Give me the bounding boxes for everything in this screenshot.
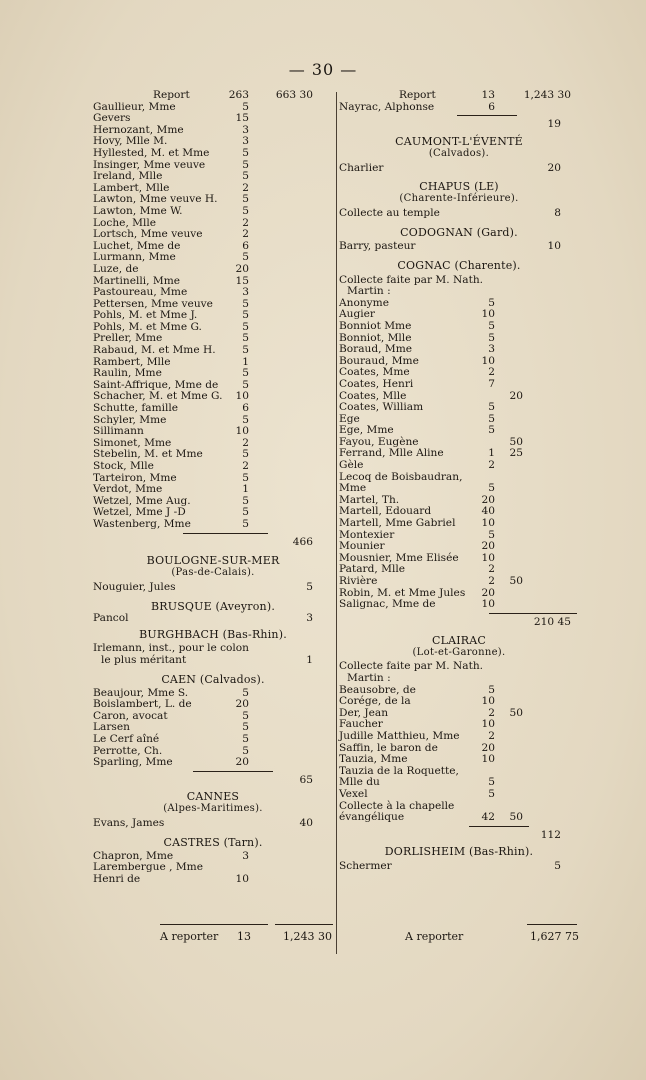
entry-amount: 5 [242,721,249,734]
ledger-row [93,264,333,276]
entry-amount: 20 [481,493,495,506]
entry-amount-2: 50 [509,811,523,824]
entry-amount-2: 25 [509,447,523,460]
entry-name: Der, Jean [339,706,389,719]
entry-name: Report [153,89,190,101]
left-footer-label: A reporter [160,930,219,943]
ledger-row [339,208,579,220]
ledger-row [339,599,579,611]
entry-name: Ferrand, Mlle Aline [339,447,444,460]
entry-amount: 42 [481,811,495,824]
entry-name: Tauzia, Mme [339,753,408,766]
entry-name: Pohls, M. et Mme J. [93,309,198,322]
ledger-row [93,582,333,594]
entry-name: Coates, Mlle [339,389,407,402]
entry-amount: 3 [488,343,495,356]
ledger-row [339,402,579,414]
left-footer-amount: 13 [237,930,251,943]
entry-name: Collecte au temple [339,207,440,220]
entry-amount: 1 [242,483,249,496]
entry-amount: 1 [488,447,495,460]
entry-name: Pohls, M. et Mme G. [93,320,202,333]
entry-name: Preller, Mme [93,332,163,345]
entry-amount-3: 19 [547,118,561,131]
entry-amount: 20 [481,540,495,553]
section-heading: (Alpes-Maritimes). [163,803,263,815]
left-footer-rule-2 [275,924,333,925]
entry-name: Coates, Mme [339,366,410,379]
entry-amount: 2 [242,216,249,229]
entry-name: Le Cerf aîné [93,732,160,745]
column-divider [336,92,337,954]
entry-name: Fayou, Eugène [339,435,419,448]
section-heading: (Charente-Inférieure). [399,193,519,205]
entry-name: Stock, Mlle [93,460,154,472]
entry-name: Corége, de la [339,695,411,708]
entry-amount: 20 [481,586,495,599]
entry-name: Luze, de [93,262,139,275]
entry-amount: 10 [481,695,495,708]
entry-name: Martel, Th. [339,493,400,506]
ledger-row [339,754,579,766]
entry-name: Mlle du [339,776,380,789]
entry-amount-2: 20 [509,389,523,402]
entry-name: Ireland, Mlle [93,170,163,183]
entry-name: Hovy, Mlle M. [93,135,168,148]
entry-amount-3: 112 [540,828,561,841]
entry-amount-2: 65 [299,773,313,786]
ledger-row [339,731,579,743]
entry-name: Charlier [339,161,384,174]
entry-amount: 6 [488,100,495,113]
ledger-row [93,613,333,625]
entry-amount: 5 [488,331,495,344]
entry-name: Larembergue , Mme [93,861,203,874]
entry-amount: 20 [235,698,249,711]
ledger-row [339,460,579,472]
entry-name: Lurmann, Mme [93,251,176,264]
ledger-row [339,576,579,588]
entry-name: Martell, Mme Gabriel [339,517,456,530]
entry-amount: 5 [242,309,249,322]
rule-line [193,771,273,772]
entry-amount: 5 [242,297,249,310]
section-heading: CANNES [186,790,240,804]
rule-line [469,826,529,827]
entry-amount: 5 [242,448,249,461]
entry-name: Anonyme [339,296,389,309]
entry-name: Simonet, Mme [93,436,172,449]
entry-amount: 5 [242,251,249,264]
entry-amount-2: 5 [306,581,313,594]
entry-amount-3: 10 [547,239,561,252]
entry-name: Loche, Mlle [93,216,157,229]
entry-name: Report [399,89,436,101]
entry-name: Schacher, M. et Mme G. [93,390,223,403]
entry-amount: 10 [235,425,249,438]
section-heading: BOULOGNE-SUR-MER [146,554,280,568]
entry-name: Hyllested, M. et Mme [93,146,210,159]
entry-amount: 5 [242,320,249,333]
entry-name: Henri de [93,873,141,886]
entry-amount-2: 50 [509,575,523,587]
entry-name: Bonniot, Mlle [339,331,412,344]
ledger-row [339,163,579,175]
entry-amount: 10 [481,753,495,766]
ledger-row [339,298,579,310]
entry-amount-3: 8 [554,207,561,220]
section-heading: DORLISHEIM (Bas-Rhin). [384,845,534,859]
entry-amount: 5 [488,482,495,495]
ledger-row [93,818,333,830]
entry-name: Collecte faite par M. Nath. [339,660,484,673]
entry-amount: 5 [488,683,495,696]
entry-amount: 6 [242,402,249,415]
entry-amount: 10 [481,598,495,611]
section-heading: CAUMONT-L'ÉVENTÉ [395,134,523,148]
entry-amount-2: 466 [292,535,313,548]
entry-amount: 2 [488,729,495,742]
entry-name: Vexel [339,787,368,800]
ledger-row [339,472,579,484]
entry-amount: 20 [481,741,495,754]
entry-name: Verdot, Mme [93,483,163,496]
ledger-row [93,229,333,241]
entry-name: Wetzel, Mme Aug. [93,494,191,507]
ledger-row [93,403,333,415]
entry-amount: 5 [242,506,249,519]
ledger-row [339,696,579,708]
ledger-row [93,148,333,160]
entry-amount: 5 [488,296,495,309]
entry-name: Chapron, Mme [93,849,174,862]
entry-name: Gevers [93,112,131,125]
entry-amount: 2 [488,575,495,587]
entry-name: Rambert, Mlle [93,355,171,368]
right-column [339,90,579,873]
entry-name: Martin : [347,671,391,684]
entry-name: Collecte à la chapelle [339,799,455,812]
entry-amount: 5 [242,344,249,357]
entry-amount: 2 [488,706,495,719]
section-heading: COGNAC (Charente). [397,258,521,272]
entry-amount: 7 [488,377,495,390]
entry-name: Lecoq de Boisbaudran, [339,470,463,483]
ledger-row [339,90,579,102]
entry-name: Schermer [339,860,392,873]
entry-name: Robin, M. et Mme Jules [339,586,466,599]
entry-name: Gaullieur, Mme [93,100,176,113]
entry-name: Nouguier, Jules [93,581,176,594]
entry-amount: 10 [481,551,495,564]
entry-name: Rivière [339,575,378,587]
ledger-row [93,734,333,746]
entry-amount-3: 210 45 [533,615,571,628]
ledger-row [339,102,579,114]
entry-amount: 2 [242,181,249,194]
entry-amount: 5 [242,204,249,217]
entry-name: Tarteiron, Mme [93,471,177,484]
ledger-row [339,830,579,842]
entry-amount: 3 [242,123,249,136]
ledger-row [339,119,579,131]
entry-name: Beaujour, Mme S. [93,686,189,699]
entry-amount: 2 [242,436,249,449]
ledger-row [339,518,579,530]
entry-name: Boislambert, L. de [93,698,192,711]
section-heading: BRUSQUE (Aveyron). [150,599,276,613]
ledger-row [339,241,579,253]
entry-name: Collecte faite par M. Nath. [339,273,484,286]
ledger-row [339,617,579,629]
ledger-row [339,321,579,333]
rule-line [183,533,268,534]
entry-amount: 5 [488,319,495,332]
ledger-row [93,757,333,769]
left-column [93,90,333,886]
entry-name: Hernozant, Mme [93,123,184,136]
entry-amount: 20 [235,262,249,275]
section-heading: CAEN (Calvados). [161,672,265,686]
entry-amount: 10 [481,354,495,367]
ledger-row [93,655,333,667]
entry-name: Evans, James [93,817,165,830]
entry-amount: 3 [242,286,249,299]
ledger-row [93,345,333,357]
entry-name: Raulin, Mme [93,367,162,380]
ledger-row [339,344,579,356]
section-heading: (Pas-de-Calais). [171,567,255,579]
entry-amount: 5 [488,401,495,414]
ledger-row [93,519,333,531]
ledger-row [93,537,333,549]
right-footer-total: 1,627 75 [530,930,579,943]
entry-amount-2: 40 [299,817,313,830]
entry-amount-2: 663 30 [275,89,313,101]
entry-amount: 15 [235,112,249,125]
entry-amount: 2 [488,366,495,379]
entry-amount: 6 [242,239,249,252]
entry-amount: 5 [242,193,249,206]
entry-name: Nayrac, Alphonse [339,100,435,113]
entry-name: Pastoureau, Mme [93,286,188,299]
entry-amount: 20 [235,756,249,769]
entry-name: Schutte, famille [93,402,179,415]
entry-amount: 5 [242,732,249,745]
entry-amount: 5 [242,146,249,159]
entry-amount: 15 [235,274,249,287]
entry-amount-2: 50 [509,706,523,719]
ledger-row [93,874,333,886]
entry-amount-3: 20 [547,161,561,174]
entry-amount: 5 [242,494,249,507]
entry-amount: 10 [481,517,495,530]
entry-name: Stebelin, M. et Mme [93,448,203,461]
ledger-row [93,699,333,711]
entry-name: Martinelli, Mme [93,274,181,287]
entry-name: Barry, pasteur [339,239,416,252]
entry-amount: 5 [242,158,249,171]
entry-amount: 5 [242,332,249,345]
ledger-row [339,673,579,685]
entry-name: Perrotte, Ch. [93,744,163,757]
section-heading: CLAIRAC [431,634,487,648]
entry-amount: 10 [481,308,495,321]
section-heading: (Lot-et-Garonne). [412,647,506,659]
entry-name: Faucher [339,718,383,731]
section-heading: (Calvados). [428,147,490,159]
page-number: — 30 — [288,60,358,79]
entry-amount: 5 [242,413,249,426]
entry-amount: 2 [242,228,249,241]
entry-amount: 5 [242,744,249,757]
entry-amount: 5 [242,517,249,530]
entry-name: le plus méritant [101,653,187,666]
entry-amount: 1 [242,355,249,368]
entry-name: Gèle [339,459,364,472]
entry-name: Mounier [339,540,385,553]
entry-name: Pettersen, Mme veuve [93,297,213,310]
entry-amount: 10 [235,873,249,886]
entry-amount: 13 [481,89,495,101]
ledger-row [93,171,333,183]
entry-amount: 5 [488,424,495,437]
section-heading: BURGHBACH (Bas-Rhin). [139,628,287,642]
entry-name: Patard, Mlle [339,563,406,576]
entry-name: Salignac, Mme de [339,598,436,611]
entry-name: Ege, Mme [339,424,394,437]
ledger-row [339,286,579,298]
entry-amount-2: 50 [509,435,523,448]
entry-name: Martin : [347,285,391,298]
entry-amount: 5 [242,100,249,113]
ledger-row [93,775,333,787]
entry-amount: 5 [242,378,249,391]
ledger-row [93,90,333,102]
entry-name: Montexier [339,528,395,541]
entry-name: Beausobre, de [339,683,416,696]
ledger-row [339,812,579,824]
entry-name: Rabaud, M. et Mme H. [93,344,216,357]
entry-name: Bouraud, Mme [339,354,419,367]
entry-name: Sparling, Mme [93,756,173,769]
entry-amount: 3 [242,849,249,862]
entry-amount: 40 [481,505,495,518]
entry-amount: 5 [242,686,249,699]
entry-amount-2: 1 [306,653,313,666]
ledger-row [93,287,333,299]
entry-name: Martell, Edouard [339,505,432,518]
entry-amount: 10 [481,718,495,731]
entry-name: Lortsch, Mme veuve [93,228,203,241]
entry-name: Irlemann, inst., pour le colon [93,642,249,655]
entry-amount: 5 [488,776,495,789]
ledger-row [339,789,579,801]
right-footer-rule [527,924,577,925]
entry-amount: 5 [242,170,249,183]
entry-amount-2: 3 [306,611,313,624]
left-footer-total: 1,243 30 [283,930,332,943]
right-footer-label: A reporter [405,930,464,943]
entry-name: Bonniot Mme [339,319,412,332]
entry-name: Lawton, Mme veuve H. [93,193,218,206]
entry-name: évangélique [339,811,405,824]
entry-amount: 263 [228,89,249,101]
entry-name: Pancol [93,611,129,624]
entry-name: Insinger, Mme veuve [93,158,206,171]
section-heading: CODOGNAN (Gard). [400,225,518,239]
rule-line [489,613,577,614]
entry-name: Caron, avocat [93,709,168,722]
entry-name: Lawton, Mme W. [93,204,183,217]
entry-name: Luchet, Mme de [93,239,181,252]
ledger-row [339,861,579,873]
entry-amount: 5 [242,709,249,722]
entry-name: Lambert, Mlle [93,181,170,194]
entry-amount-3: 1,243 30 [523,89,571,101]
ledger-row [339,448,579,460]
entry-name: Augier [339,308,375,321]
entry-name: Coates, William [339,401,424,414]
entry-name: Judille Matthieu, Mme [339,729,460,742]
entry-amount: 2 [488,459,495,472]
ledger-row [339,379,579,391]
entry-amount: 10 [235,390,249,403]
entry-amount: 5 [488,787,495,800]
entry-name: Boraud, Mme [339,343,413,356]
entry-amount: 5 [242,367,249,380]
ledger-row [93,206,333,218]
entry-name: Saffin, le baron de [339,741,438,754]
entry-amount-3: 5 [554,860,561,873]
entry-name: Coates, Henri [339,377,414,390]
entry-name: Sillimann [93,425,144,438]
entry-name: Mme [339,482,367,495]
rule-line [457,115,517,116]
entry-name: Ege [339,412,360,425]
entry-amount: 5 [242,471,249,484]
entry-name: Schyler, Mme [93,413,167,426]
ledger-row [93,461,333,473]
entry-name: Mousnier, Mme Elisée [339,551,459,564]
entry-amount: 5 [488,412,495,425]
left-footer-rule [160,924,268,925]
entry-name: Tauzia de la Roquette, [339,764,459,777]
section-heading: CHAPUS (LE) [419,180,499,194]
entry-name: Larsen [93,721,130,734]
ledger-row [339,777,579,789]
section-heading: CASTRES (Tarn). [163,835,263,849]
entry-name: Wastenberg, Mme [93,517,191,530]
entry-name: Wetzel, Mme J -D [93,506,186,519]
entry-amount: 3 [242,135,249,148]
entry-name: Saint-Affrique, Mme de [93,378,219,391]
entry-amount: 2 [488,563,495,576]
entry-amount: 5 [488,528,495,541]
entry-amount: 2 [242,460,249,472]
